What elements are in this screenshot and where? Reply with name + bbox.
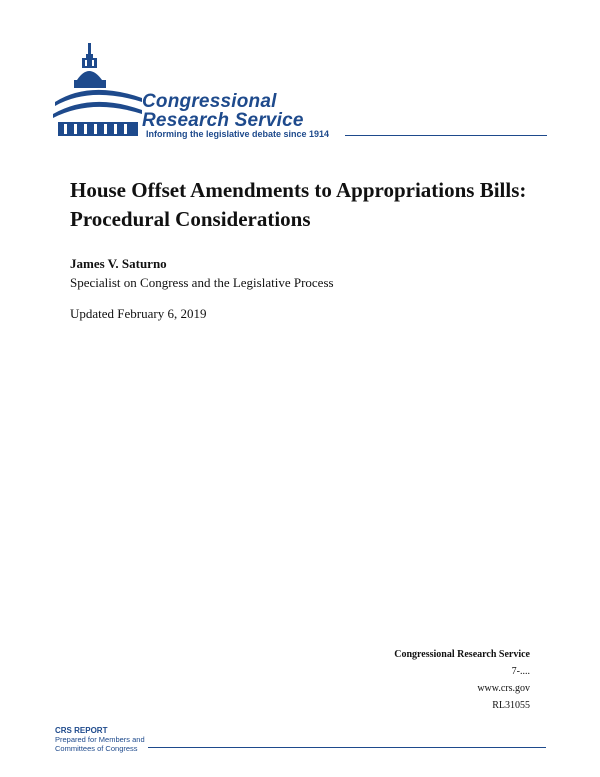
author-name: James V. Saturno bbox=[70, 256, 167, 271]
logo-line-research-service: Research Service bbox=[142, 110, 304, 131]
report-title: House Offset Amendments to Appropriations Bills: Procedural Considerations bbox=[70, 178, 527, 231]
footer-contact bbox=[394, 646, 530, 714]
crs-logo bbox=[50, 40, 550, 150]
footer-divider bbox=[148, 747, 546, 748]
capitol-dome-icon bbox=[50, 40, 145, 145]
footer-org: Congressional Research Service bbox=[394, 649, 530, 660]
crs-report-line2: Committees of Congress bbox=[55, 744, 138, 753]
updated-date: Updated February 6, 2019 bbox=[70, 306, 207, 321]
footer-phone: 7-.... bbox=[511, 666, 530, 677]
crs-report-line1: Prepared for Members and bbox=[55, 735, 145, 744]
logo-tagline: Informing the legislative debate since 1914 bbox=[146, 129, 330, 139]
crs-report-badge bbox=[55, 726, 145, 753]
crs-report-label: CRS REPORT bbox=[55, 726, 108, 735]
logo-line-congressional: Congressional bbox=[142, 91, 277, 112]
logo-divider bbox=[345, 135, 547, 136]
footer-website-link[interactable]: www.crs.gov bbox=[477, 683, 530, 694]
author-role: Specialist on Congress and the Legislative Process bbox=[70, 275, 334, 290]
footer-report-number: RL31055 bbox=[492, 700, 530, 711]
